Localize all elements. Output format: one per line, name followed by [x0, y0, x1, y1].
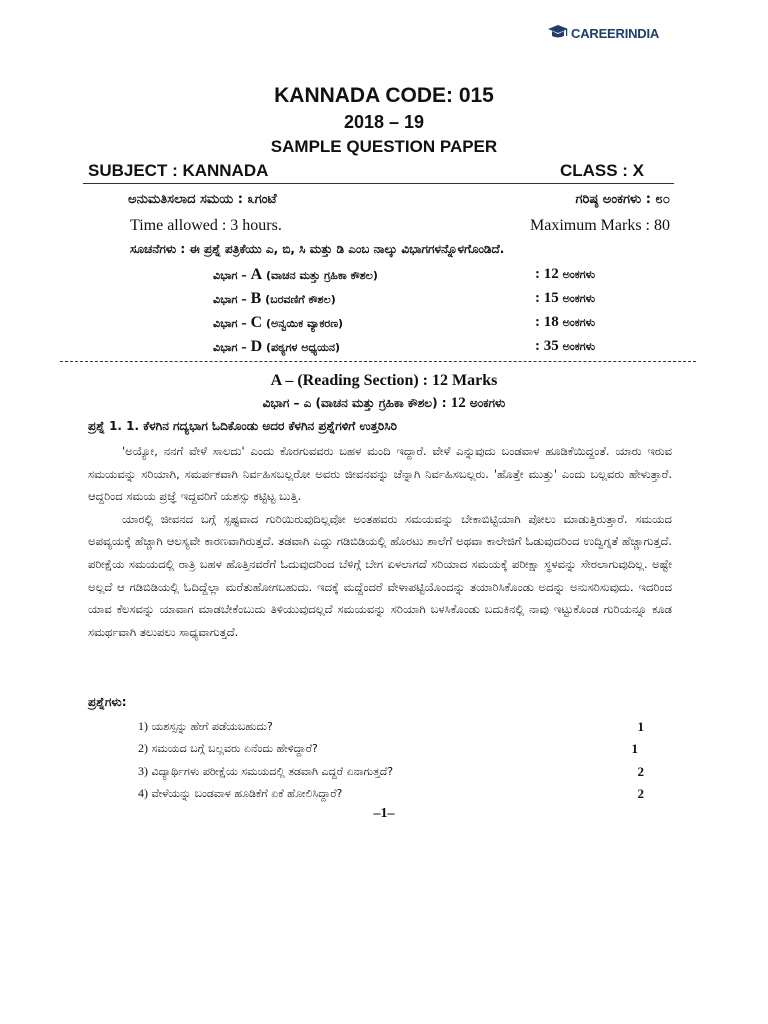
section-letter: A — [250, 266, 263, 283]
section-row — [213, 266, 623, 286]
section-row — [213, 314, 623, 334]
question-text: ವಿದ್ಯಾರ್ಥಿಗಳು ಪರೀಕ್ಷೆಯ ಸಮಯದಲ್ಲಿ ತಡವಾಗಿ ಎದ್ದರೆ ಏನಾಗುತ್ತದೆ? — [151, 765, 394, 778]
question-item — [138, 719, 644, 739]
section-a-sub-suffix: ಅಂಕಗಳು — [469, 396, 506, 410]
time-allowed-english: Time allowed : 3 hours. — [130, 217, 282, 234]
brand-logo — [548, 24, 659, 42]
section-marks-word: ಅಂಕಗಳು — [562, 292, 596, 305]
kannada-meta-row — [128, 192, 670, 207]
section-row — [213, 290, 623, 310]
paper-code: KANNADA CODE: 015 — [274, 84, 494, 107]
question-item — [138, 786, 644, 806]
section-letter: B — [250, 290, 262, 307]
question-title: ಪ್ರಶ್ನೆ 1. 1. ಕೆಳಗಿನ ಗದ್ಯಭಾಗ ಓದಿಕೊಂಡು ಅದರ ಕೆಳಗಿನ ಪ್ರಶ್ನೆಗಳಿಗೆ ಉತ್ತರಿಸಿರಿ — [88, 419, 397, 433]
question-number: 3) — [138, 764, 148, 778]
passage-paragraph: ಯಾರಲ್ಲಿ ಜೀವನದ ಬಗ್ಗೆ ಸ್ಪಷ್ಟವಾದ ಗುರಿಯಿರುವುದಿಲ್ಲವೋ ಅಂತಹವರು ಸಮಯವನ್ನು ಬೇಕಾಬಿಟ್ಟಿಯಾಗಿ ಪೋಲು ಮಾಡುತ್ತಿರುತ್ತಾರೆ. ಸಮಯದ ಅಪವ್ಯಯಕ್ಕೆ ಹೆಚ್ಚಾಗಿ ಆಲಸ್ಯವೇ ಕಾರಣವಾಗಿರುತ್ತದೆ. ತಡವಾಗಿ ಎದ್ದು ಗಡಿಬಿಡಿಯಲ್ಲಿ ಹೊರಟು ಶಾಲೆಗೆ ಅಥವಾ ಕಾಲೇಜಿಗೆ ಓಡುವುದರಿಂದ ಉದ್ವಿಗ್ನತೆ ಹೆಚ್ಚಾಗುತ್ತದೆ. ಪರೀಕ್ಷೆಯ ಸಮಯದಲ್ಲಿ ರಾತ್ರಿ ಬಹಳ ಹೊತ್ತಿನವರೆಗೆ ಓದುವುದರಿಂದ ಬೆಳಿಗ್ಗೆ ಬೇಗ ಏಳಲಾಗದೆ ಸರಿಯಾದ ಸಮಯಕ್ಕೆ ಪರೀಕ್ಷಾ ಸ್ಥಳವನ್ನು ಸೇರಲಾಗುವುದಿಲ್ಲ. ಅಷ್ಟೇ ಅಲ್ಲದೆ ಆ ಗಡಿಬಿಡಿಯಲ್ಲಿ ಓದಿದ್ದೆಲ್ಲಾ ಮರೆತುಹೋಗಬಹುದು. ಇದಕ್ಕೆ ಮದ್ದೆಂದರೆ ವೇಳಾಪಟ್ಟಿಯೊಂದನ್ನು ತಯಾರಿಸಿಕೊಂಡು ಅದನ್ನು ಅನುಸರಿಸುವುದು. ಇದರಿಂದ ಯಾವ ಕೆಲಸವನ್ನು ಯಾವಾಗ ಮಾಡಬೇಕೆಂಬುದು ತಿಳಿಯುವುದಲ್ಲದೆ ಸಮಯವನ್ನು ಸರಿಯಾಗಿ ಬಳಸಿಕೊಂಡು ಬದುಕಿನಲ್ಲಿ ನಾವು ಇಟ್ಟುಕೊಂಡ ಗುರಿಯನ್ನೂ ಕೂಡ ಸಮರ್ಥವಾಗಿ ತಲುಪಲು ಸಾಧ್ಯವಾಗುತ್ತದೆ. — [88, 511, 672, 639]
question-text: ಯಶಸ್ಸನ್ನು ಹೇಗೆ ಪಡೆಯಬಹುದು? — [151, 720, 273, 733]
section-a-subheading — [0, 395, 768, 412]
section-prefix: ವಿಭಾಗ – — [213, 317, 247, 330]
section-marks: : 15 — [535, 290, 559, 306]
paper-type: SAMPLE QUESTION PAPER — [270, 137, 498, 156]
section-prefix: ವಿಭಾಗ – — [213, 341, 247, 354]
subject-row — [88, 161, 644, 181]
section-a-heading: A – (Reading Section) : 12 Marks — [270, 372, 498, 389]
section-marks: : 18 — [535, 314, 559, 330]
question-number: 1) — [138, 719, 148, 733]
question-marks: 1 — [631, 741, 638, 756]
graduation-cap-icon — [548, 24, 568, 42]
subject-label: SUBJECT : KANNADA — [88, 161, 269, 180]
section-letter: C — [250, 314, 263, 331]
question-marks: 1 — [637, 719, 644, 734]
question-number: 2) — [138, 741, 148, 755]
section-marks-word: ಅಂಕಗಳು — [562, 268, 596, 281]
question-text: ವೇಳೆಯನ್ನು ಬಂಡವಾಳ ಹೂಡಿಕೆಗೆ ಏಕೆ ಹೋಲಿಸಿದ್ದಾರೆ? — [151, 787, 343, 800]
instructions: ಸೂಚನೆಗಳು : ಈ ಪ್ರಶ್ನೆ ಪತ್ರಿಕೆಯು ಎ, ಬಿ, ಸಿ ಮತ್ತು ಡಿ ಎಂಬ ನಾಲ್ಕು ವಿಭಾಗಗಳನ್ನೊಳಗೊಂಡಿದೆ. — [130, 242, 505, 256]
class-label: CLASS : X — [559, 161, 644, 180]
academic-year: 2018 – 19 — [343, 112, 425, 132]
section-description: (ಅನ್ವಯಿಕ ವ್ಯಾಕರಣ) — [266, 317, 344, 330]
section-row — [213, 338, 623, 358]
max-marks-kannada: ಗರಿಷ್ಠ ಅಂಕಗಳು : ೮೦ — [575, 192, 670, 207]
questions-label: ಪ್ರಶ್ನೆಗಳು: — [88, 695, 127, 709]
brand-name: CAREERINDIA — [571, 25, 660, 41]
section-description: (ವಾಚನ ಮತ್ತು ಗ್ರಹಿಕಾ ಕೌಶಲ) — [266, 269, 378, 282]
reading-passage — [88, 440, 672, 643]
question-marks: 2 — [637, 764, 644, 779]
section-marks-word: ಅಂಕಗಳು — [562, 316, 596, 329]
question-number: 4) — [138, 786, 148, 800]
section-a-sub-prefix: ವಿಭಾಗ – ಎ (ವಾಚನ ಮತ್ತು ಗ್ರಹಿಕಾ ಕೌಶಲ) : — [262, 396, 447, 410]
section-letter: D — [250, 338, 263, 355]
max-marks-english: Maximum Marks : 80 — [530, 217, 670, 234]
time-allowed-kannada: ಅನುಮತಿಸಲಾದ ಸಮಯ : ೩ಗಂಟೆ — [128, 192, 277, 207]
section-description: (ಪಠ್ಯಗಳ ಅಧ್ಯಯನ) — [266, 341, 340, 354]
english-meta-row — [130, 217, 670, 235]
question-text: ಸಮಯದ ಬಗ್ಗೆ ಬಲ್ಲವರು ಏನೆಂದು ಹೇಳಿದ್ದಾರೆ? — [151, 742, 318, 755]
section-marks: : 12 — [535, 266, 559, 282]
section-marks-word: ಅಂಕಗಳು — [562, 340, 596, 353]
question-marks: 2 — [637, 786, 644, 801]
section-prefix: ವಿಭಾಗ – — [213, 293, 247, 306]
section-marks: : 35 — [535, 338, 559, 354]
question-item — [138, 741, 638, 761]
header-divider — [83, 183, 674, 184]
passage-paragraph: 'ಅಯ್ಯೋ, ನನಗೆ ವೇಳೆ ಸಾಲದು' ಎಂದು ಕೊರಗುವವರು ಬಹಳ ಮಂದಿ ಇದ್ದಾರೆ. ವೇಳೆ ಎನ್ನುವುದು ಬಂಡವಾಳ ಹೂಡಿಕೆಯಿದ್ದಂತೆ. ಯಾರು ಇರುವ ಸಮಯವನ್ನು ಸರಿಯಾಗಿ, ಸಮರ್ಪಕವಾಗಿ ನಿರ್ವಹಿಸಬಲ್ಲರೋ ಅವರು ಜೀವನವನ್ನು ಚೆನ್ನಾಗಿ ನಿರ್ವಹಿಸಬಲ್ಲರು. 'ಹೊತ್ತೇ ಮುತ್ತು' ಎಂದು ಬಲ್ಲವರು ಹೇಳುತ್ತಾರೆ. ಆದ್ದರಿಂದ ಸಮಯ ಪ್ರಜ್ಞೆ ಇದ್ದವರಿಗೆ ಯಶಸ್ಸು ಕಟ್ಟಿಟ್ಟ ಬುತ್ತಿ. — [88, 444, 672, 504]
page-number: –1– — [373, 806, 395, 821]
section-prefix: ವಿಭಾಗ – — [213, 269, 247, 282]
section-a-sub-marks: 12 — [450, 395, 466, 411]
question-item — [138, 764, 644, 784]
section-description: (ಬರವಣಿಗೆ ಕೌಶಲ) — [265, 293, 336, 306]
section-divider — [60, 361, 696, 362]
